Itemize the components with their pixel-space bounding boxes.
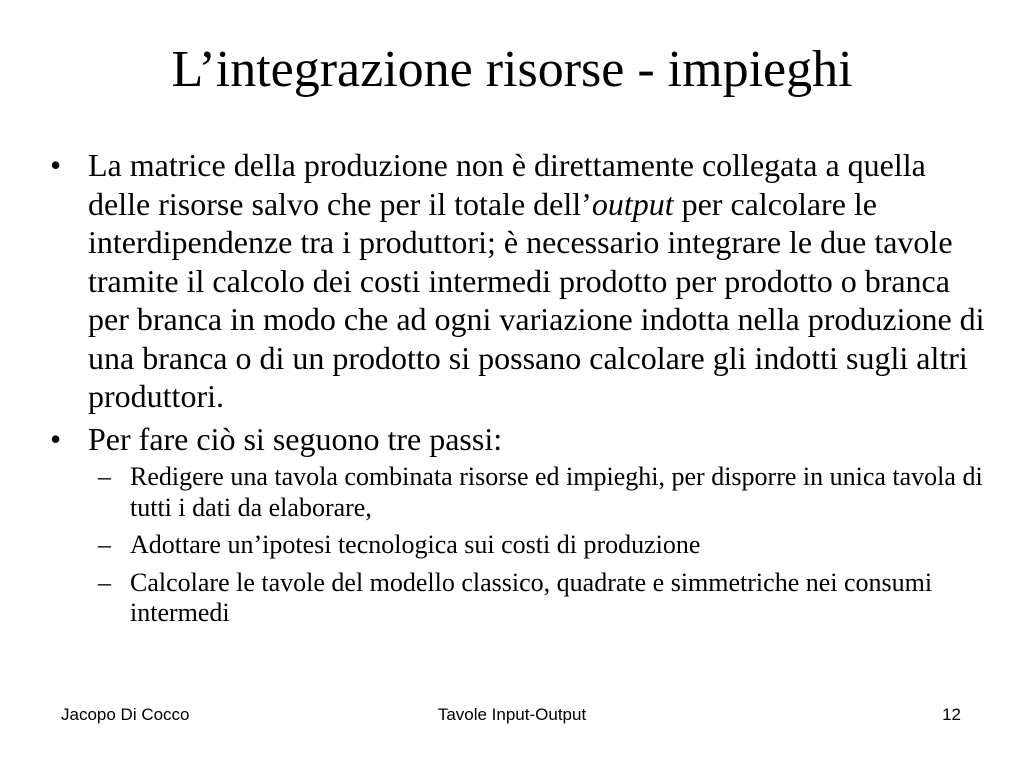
- sub-item-text: Calcolare le tavole del modello classico, quadrate e simmetriche nei consumi intermedi: [130, 567, 933, 627]
- sub-item-text: Redigere una tavola combinata risorse ed impieghi, per disporre in unica tavola di tutti i dati da elaborare,: [130, 462, 983, 522]
- slide-content: [48, 146, 994, 636]
- footer-page-number: 12: [942, 705, 961, 724]
- bullet-text-part: La matrice della produzione non è direttamente collegata a quella delle risorse salvo che per il totale dell’: [88, 147, 926, 222]
- sub-list: [48, 462, 994, 629]
- sub-item: [48, 568, 994, 629]
- bullet-item: [48, 420, 994, 459]
- sub-item-text: Adottare un’ipotesi tecnologica sui costi di produzione: [130, 530, 701, 559]
- bullet-text: Per fare ciò si seguono tre passi:: [88, 420, 503, 457]
- sub-item: [48, 530, 994, 561]
- footer-author: Jacopo Di Cocco: [61, 705, 190, 724]
- sub-item-marker: –: [98, 530, 111, 559]
- bullet-text-part: per calcolare le interdipendenze tra i produttori; è necessario integrare le due tavole tramite il calcolo dei costi intermedi prodotto per prodotto o branca per branca in modo che ad ogni variazione indotta nella produzione di una branca o di un prodotto si possano calcolare gli indotti sugli altri produttori.: [88, 185, 985, 414]
- bullet-item: [48, 146, 994, 416]
- sub-item-marker: –: [98, 462, 111, 491]
- sub-item: [48, 462, 994, 523]
- bullet-marker: •: [50, 147, 62, 183]
- bullet-text: [88, 147, 985, 414]
- bullet-text-italic: output: [591, 185, 674, 222]
- sub-item-marker: –: [98, 567, 111, 597]
- bullet-marker: •: [50, 420, 62, 457]
- footer-topic: Tavole Input-Output: [437, 705, 587, 724]
- slide-title: L’integrazione risorse - impieghi: [171, 41, 853, 98]
